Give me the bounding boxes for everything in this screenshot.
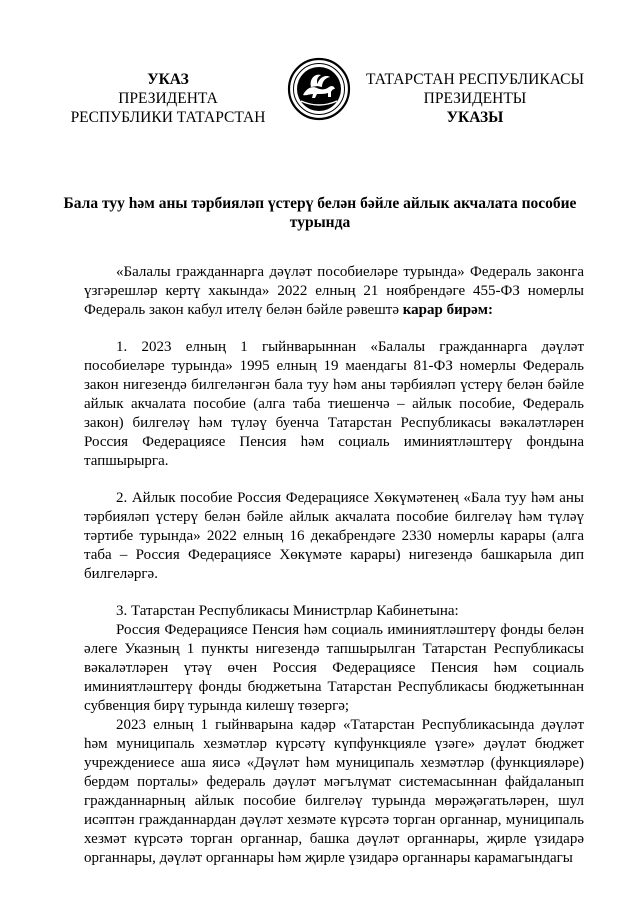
header-left: [58, 70, 278, 127]
header-right-line-3: УКАЗЫ: [446, 109, 504, 126]
document-title: Бала туу һәм аны тәрбияләп үстерү белән бәйле айлык акчалата пособие турында: [63, 195, 577, 231]
preamble-emphasis: карар бирәм:: [402, 302, 493, 318]
header-left-line-3: РЕСПУБЛИКИ ТАТАРСТАН: [70, 109, 266, 126]
header-right-line-2: ПРЕЗИДЕНТЫ: [423, 90, 527, 107]
paragraph-2: 2. Айлык пособие Россия Федерациясе Хөкүмәтенең «Бала туу һәм аны тәрбияләп үстерү белән бәйле айлык акчалата пособие билгеләү һәм түләү тәртибе турында» 2022 елның 16 декабрендәге 2330 номерлы карары (алга таба – Россия Федерациясе Хөкүмәте карары) нигезендә башкарыла дип билгеләргә.: [84, 490, 584, 582]
paragraph-3: 3. Татарстан Республикасы Министрлар Кабинетына:: [116, 603, 459, 619]
document-body: [84, 263, 584, 868]
tatarstan-emblem-icon: [287, 57, 351, 121]
header-left-line-1: УКАЗ: [147, 71, 189, 88]
header-left-line-2: ПРЕЗИДЕНТА: [118, 90, 218, 107]
paragraph-3-subitem-2: 2023 елның 1 гыйнварына кадәр «Татарстан Республикасында дәүләт һәм муниципаль хезмәтләр күрсәтү күпфункцияле үзәге» дәүләт бюджет учреждениесе аша яисә «Дәүләт һәм муниципаль хезмәтләр (функцияләре) бердәм порталы» федераль дәүләт мәгълүмат системасыннан файдаланып гражданнарның айлык пособие билгеләү турында мөрәҗәгатьләрен, шул исәптән гражданнардан дәүләт хезмәте күрсәтә торган органнар, муниципаль хезмәт күрсәтә торган органнар, башка дәүләт органнары, җирле үзидарә органнары, дәүләт органнары һәм җирле үзидарә органнары карамагындагы: [84, 717, 584, 866]
header-right: [360, 70, 590, 127]
paragraph-3-subitem-1: Россия Федерациясе Пенсия һәм социаль иминиятләштерү фонды белән әлеге Указның 1 пункты нигезендә тапшырылган Татарстан Республикасы вәкаләтләрен үтәү өчен Россия Федерациясе Пенсия һәм социаль иминиятләштерү фонды бюджетына Татарстан Республикасы бюджетыннан субвенция бирү турында килешү төзергә;: [84, 622, 584, 714]
paragraph-1: 1. 2023 елның 1 гыйнварыннан «Балалы гражданнарга дәүләт пособиеләре турында» 1995 елның 19 маендагы 81-ФЗ номерлы Федераль закон нигезендә билгеләнгән бала туу һәм аны тәрбияләп үстерү белән бәйле айлык акчалата пособие (алга таба тиешенчә – айлык пособие, Федераль закон) билгеләү һәм түләү буенча Татарстан Республикасы вәкаләтләрен Россия Федерациясе Пенсия һәм социаль иминиятләштерү фондына тапшырырга.: [84, 339, 584, 469]
header-right-line-1: ТАТАРСТАН РЕСПУБЛИКАСЫ: [366, 71, 584, 88]
preamble: [84, 263, 584, 320]
preamble-text: «Балалы гражданнарга дәүләт пособиеләре турында» Федераль законга үзгәрешләр кертү хакында» 2022 елның 21 ноябрендәге 455-ФЗ номерлы Федераль закон кабул ителү белән бәйле рәвештә: [84, 264, 584, 318]
